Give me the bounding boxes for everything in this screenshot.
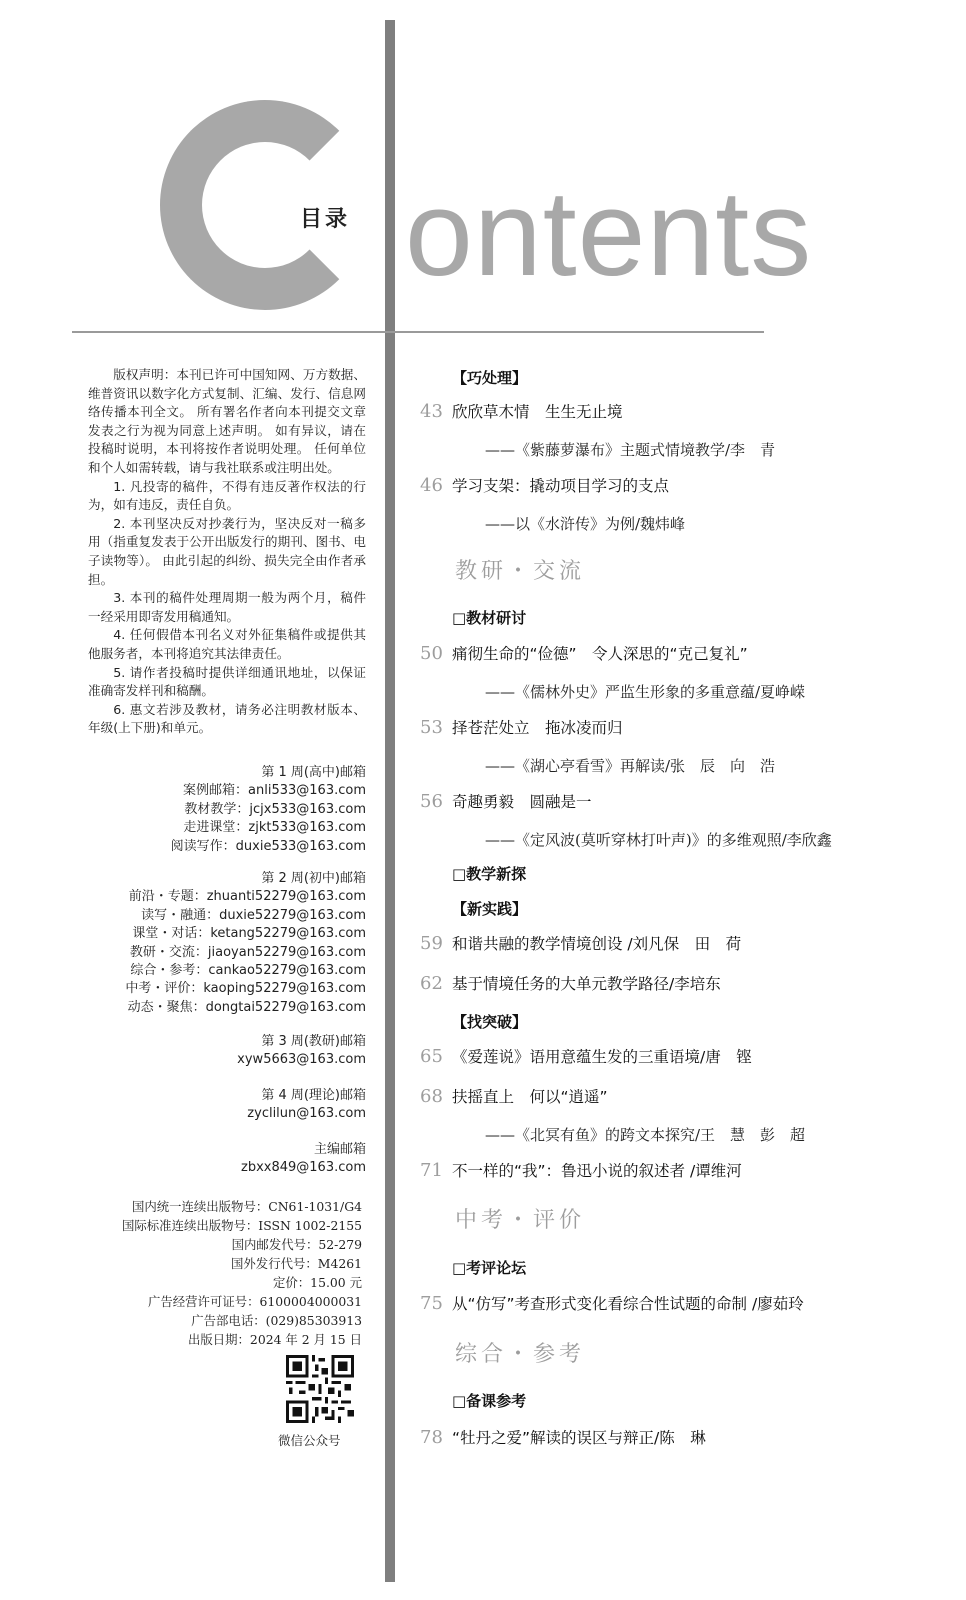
article-title: 不一样的“我”：鲁迅小说的叙述者 /谭维河 — [452, 1162, 742, 1180]
article-title: 学习支架：撬动项目学习的支点 — [452, 477, 670, 495]
vertical-divider — [385, 20, 395, 1582]
mailbox-row: 动态・聚焦：dongtai52279@163.com — [127, 999, 366, 1015]
section-label: □教材研讨 — [452, 609, 527, 627]
page-number: 53 — [420, 717, 443, 738]
mailbox-week1 — [66, 764, 366, 856]
article-title: 扶摇直上 何以“逍遥” — [452, 1088, 608, 1106]
category-heading: 教研・交流 — [455, 559, 586, 584]
mailbox-title: 主编邮箱 — [313, 1142, 366, 1157]
article-title: “牡丹之爱”解读的误区与辩正/陈 琳 — [452, 1429, 706, 1447]
page-number: 62 — [420, 973, 443, 994]
article-title: 欣欣草木情 生生无止境 — [452, 403, 623, 421]
article-title: 《爱莲说》语用意蕴生发的三重语境/唐 铿 — [452, 1048, 752, 1066]
article-title: 择苍茫处立 拖冰凌而归 — [452, 719, 623, 737]
mailbox-title: 第 1 周(高中)邮箱 — [261, 765, 366, 780]
mailbox-row: 综合・参考：cankao52279@163.com — [130, 963, 366, 979]
notice-paragraph: 2. 本刊坚决反对抄袭行为，坚决反对一稿多用（指重复发表于公开出版发行的期刊、图书、电子读物等）。 由此引起的纠纷、损失完全由作者承担。 — [88, 515, 366, 587]
mailbox-row: 教研・交流：jiaoyan52279@163.com — [129, 944, 366, 960]
mailbox-row: 读写・融通：duxie52279@163.com — [141, 907, 366, 923]
mailbox-row: 案例邮箱：anli533@163.com — [183, 783, 366, 799]
pubinfo-row: 出版日期：2024 年 2 月 15 日 — [187, 1332, 362, 1347]
toc-entry[interactable] — [420, 400, 623, 422]
category-heading: 中考・评价 — [455, 1208, 586, 1233]
copyright-notice — [88, 366, 366, 738]
section-label: 【巧处理】 — [452, 369, 528, 387]
notice-paragraph: 6. 惠文若涉及教材，请务必注明教材版本、年级(上下册)和单元。 — [88, 701, 366, 736]
notice-paragraph: 4. 任何假借本刊名义对外征集稿件或提供其他服务者，本刊将追究其法律责任。 — [88, 627, 366, 661]
article-subtitle: ——以《水浒传》为例/魏炜峰 — [485, 515, 686, 533]
section-label: 【新实践】 — [452, 900, 528, 918]
page-number: 78 — [420, 1427, 443, 1448]
article-subtitle: ——《定风波(莫听穿林打叶声)》的多维观照/李欣鑫 — [485, 831, 832, 849]
pubinfo-row: 国外发行代号：M4261 — [231, 1256, 362, 1271]
toc-entry[interactable] — [420, 642, 748, 664]
page-number: 75 — [420, 1293, 443, 1314]
section-label: □教学新探 — [452, 865, 527, 883]
page-number: 65 — [420, 1046, 443, 1067]
mailbox-title: 第 4 周(理论)邮箱 — [261, 1088, 366, 1103]
page-number: 59 — [420, 933, 443, 954]
article-title: 从“仿写”考查形式变化看综合性试题的命制 /廖茹玲 — [452, 1295, 804, 1313]
mailbox-row: 中考・评价：kaoping52279@163.com — [125, 981, 366, 997]
article-subtitle: ——《北冥有鱼》的跨文本探究/王 慧 彭 超 — [485, 1126, 806, 1144]
mailbox-row: 教材教学：jcjx533@163.com — [184, 801, 366, 817]
article-subtitle: ——《儒林外史》严监生形象的多重意蕴/夏峥嵘 — [485, 683, 806, 701]
toc-entry[interactable] — [420, 1159, 742, 1181]
mailbox-week4 — [66, 1087, 366, 1124]
pubinfo-row: 广告部电话：(029)85303913 — [191, 1313, 362, 1328]
mailbox-row: 前沿・专题：zhuanti52279@163.com — [128, 889, 366, 905]
toc-entry[interactable] — [420, 1085, 608, 1107]
page-title-cn: 目录 — [300, 206, 351, 232]
publication-info — [122, 1197, 362, 1349]
page-number: 43 — [420, 401, 443, 422]
mailbox-row: 走进课堂：zjkt533@163.com — [183, 820, 366, 836]
article-title: 痛彻生命的“俭德” 令人深思的“克己复礼” — [452, 645, 748, 663]
page-number: 50 — [420, 643, 443, 664]
notice-paragraph: 版权声明：本刊已许可中国知网、万方数据、维普资讯以数字化方式复制、汇编、发行、信息网络传播本刊全文。 所有署名作者向本刊提交文章发表之行为视为同意上述声明。 如有异议，请在投稿时说明，本刊将按作者说明处理。 任何单位和个人如需转载，请与我社联系或注明出处。 — [88, 367, 366, 475]
mailbox-title: 第 3 周(教研)邮箱 — [261, 1034, 366, 1049]
notice-paragraph: 3. 本刊的稿件处理周期一般为两个月，稿件一经采用即寄发用稿通知。 — [88, 590, 366, 624]
qr-caption: 微信公众号 — [278, 1433, 341, 1448]
notice-paragraph: 1. 凡投寄的稿件，不得有违反著作权法的行为，如有违反，责任自负。 — [88, 478, 366, 513]
toc-entry[interactable] — [420, 1045, 752, 1067]
section-label: □备课参考 — [452, 1392, 527, 1410]
qr-code-icon — [286, 1355, 354, 1423]
section-label: 【找突破】 — [452, 1013, 528, 1031]
notice-paragraph: 5. 请作者投稿时提供详细通讯地址，以保证准确寄发样刊和稿酬。 — [88, 664, 366, 699]
toc-entry[interactable] — [420, 932, 741, 954]
horizontal-divider — [72, 331, 764, 333]
article-title: 奇趣勇毅 圆融是一 — [452, 793, 592, 811]
pubinfo-row: 国内统一连续出版物号：CN61-1031/G4 — [131, 1199, 362, 1214]
mailbox-row: 阅读写作：duxie533@163.com — [170, 838, 366, 854]
mailbox-week2 — [66, 870, 366, 1017]
toc-entry[interactable] — [420, 1292, 804, 1314]
mailbox-title: 第 2 周(初中)邮箱 — [261, 871, 366, 886]
mailbox-week3 — [66, 1033, 366, 1070]
pubinfo-row: 广告经营许可证号：6100004000031 — [148, 1294, 362, 1309]
mailbox-row: 课堂・对话：ketang52279@163.com — [132, 926, 366, 942]
toc-entry[interactable] — [420, 716, 623, 738]
toc-entry[interactable] — [420, 972, 721, 994]
toc-entry[interactable] — [420, 790, 592, 812]
pubinfo-row: 定价：15.00 元 — [273, 1275, 362, 1290]
mailbox-row: xyw5663@163.com — [237, 1052, 366, 1068]
article-title: 和谐共融的教学情境创设 /刘凡保 田 荷 — [452, 935, 742, 953]
category-heading: 综合・参考 — [455, 1342, 586, 1367]
page-number: 56 — [420, 791, 443, 812]
page-number: 68 — [420, 1086, 443, 1107]
pubinfo-row: 国内邮发代号：52-279 — [231, 1237, 362, 1252]
article-subtitle: ——《湖心亭看雪》再解读/张 辰 向 浩 — [485, 757, 776, 775]
mailbox-row: zyclilun@163.com — [247, 1106, 366, 1122]
page-number: 46 — [420, 475, 443, 496]
mailbox-row: zbxx849@163.com — [241, 1160, 366, 1176]
page-title-en: ontents — [405, 165, 813, 301]
section-label: □考评论坛 — [452, 1259, 527, 1277]
article-title: 基于情境任务的大单元教学路径/李培东 — [452, 975, 721, 993]
toc-entry[interactable] — [420, 1426, 706, 1448]
pubinfo-row: 国际标准连续出版物号：ISSN 1002-2155 — [122, 1218, 362, 1233]
toc-entry[interactable] — [420, 474, 669, 496]
mailbox-editor — [66, 1141, 366, 1178]
page-number: 71 — [420, 1160, 443, 1181]
article-subtitle: ——《紫藤萝瀑布》主题式情境教学/李 青 — [485, 441, 776, 459]
